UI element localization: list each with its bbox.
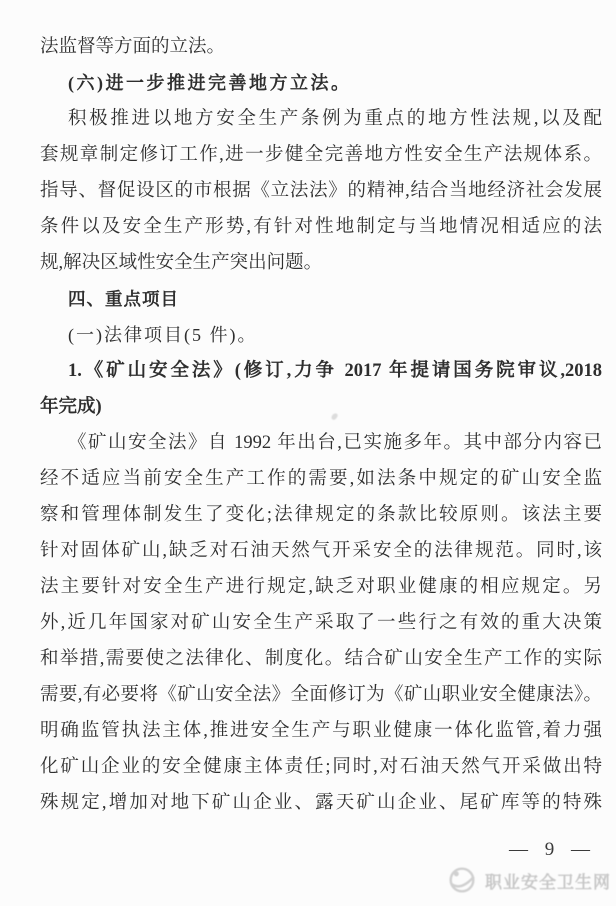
body-text-line: 套规章制定修订工作,进一步健全完善地方性安全生产法规体系。: [40, 145, 602, 165]
watermark-text: 职业安全卫生网: [485, 872, 611, 892]
body-text-line: 明确监管执法主体,推进安全生产与职业健康一体化监管,着力强: [40, 721, 602, 741]
body-text-line: 化矿山企业的安全健康主体责任;同时,对石油天然气开采做出特: [40, 757, 602, 777]
page-number: — 9 —: [509, 839, 590, 860]
body-text-line: 针对固体矿山,缺乏对石油天然气开采安全的法律规范。同时,该: [40, 541, 602, 561]
item-heading-line: 1.《矿山安全法》(修订,力争 2017 年提请国务院审议,2018: [68, 361, 602, 381]
globe-swirl-icon: [446, 864, 478, 896]
body-text-line: 积极推进以地方安全生产条例为重点的地方性法规,以及配: [68, 109, 602, 129]
subsection-heading: (一)法律项目(5 件)。: [68, 325, 258, 345]
watermark: [446, 864, 611, 896]
body-text-line: 法监督等方面的立法。: [40, 37, 226, 57]
document-body: [40, 29, 602, 821]
body-text-line: 殊规定,增加对地下矿山企业、露天矿山企业、尾矿库等的特殊: [40, 793, 602, 813]
subsection-heading: (六)进一步推进完善地方立法。: [68, 73, 352, 93]
body-text-line: 外,近几年国家对矿山安全生产采取了一些行之有效的重大决策: [40, 613, 602, 633]
body-text-line: 和举措,需要使之法律化、制度化。结合矿山安全生产工作的实际: [40, 649, 602, 669]
body-text-line: 经不适应当前安全生产工作的需要,如法条中规定的矿山安全监: [40, 469, 602, 489]
body-text-line: 规,解决区域性安全生产突出问题。: [40, 253, 323, 273]
body-text-line: 指导、督促设区的市根据《立法法》的精神,结合当地经济社会发展: [40, 181, 602, 201]
section-heading: 四、重点项目: [68, 289, 179, 309]
body-text-line: 需要,有必要将《矿山安全法》全面修订为《矿山职业安全健康法》。: [40, 685, 602, 705]
body-text-line: 法主要针对安全生产进行规定,缺乏对职业健康的相应规定。另: [40, 577, 602, 597]
body-text-line: 条件以及安全生产形势,有针对性地制定与当地情况相适应的法: [40, 217, 602, 237]
item-heading-line: 年完成): [40, 397, 102, 417]
body-text-line: 察和管理体制发生了变化;法律规定的条款比较原则。该法主要: [40, 505, 602, 525]
body-text-line: 《矿山安全法》自 1992 年出台,已实施多年。其中部分内容已: [68, 433, 602, 453]
